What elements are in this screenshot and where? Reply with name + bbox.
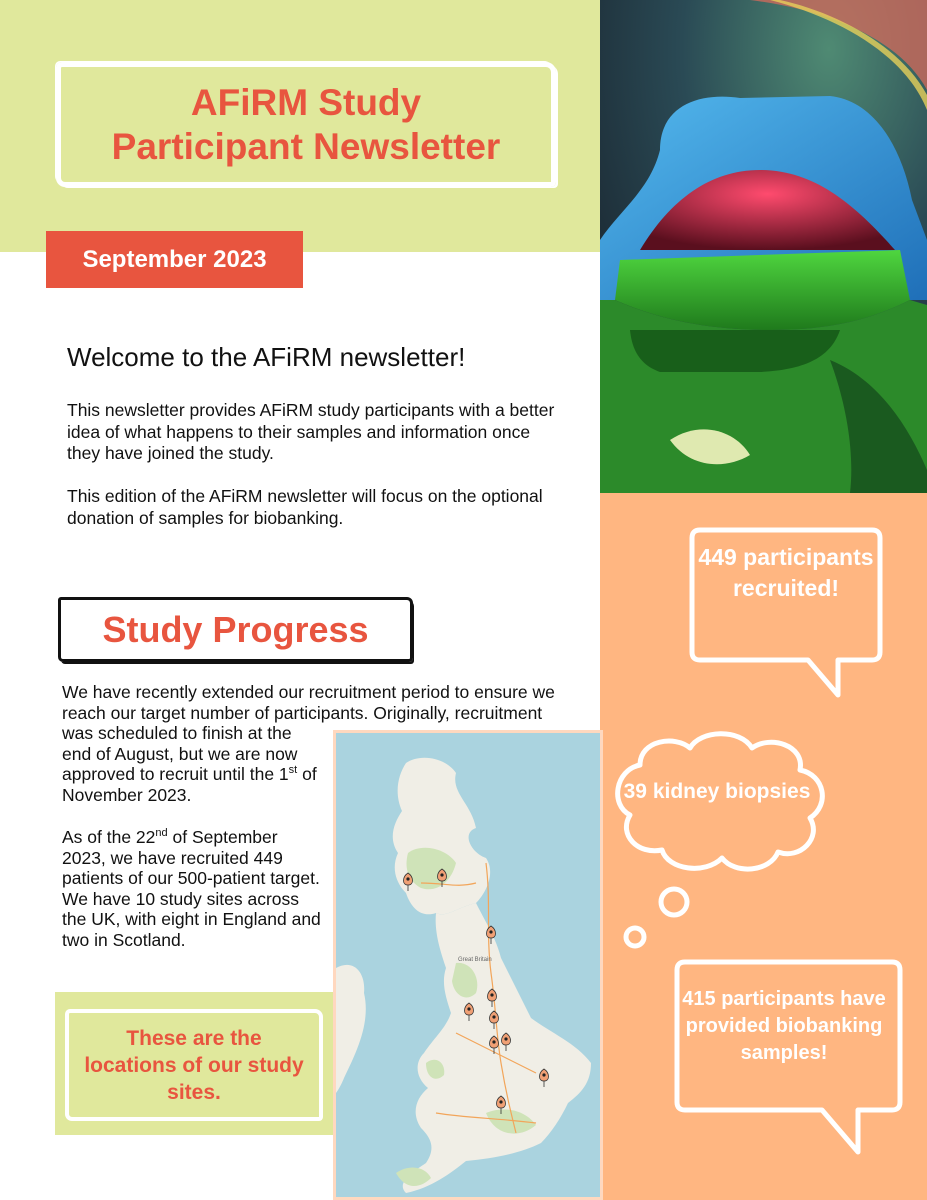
newsletter-title-line1: AFiRM Study bbox=[190, 81, 422, 123]
photo-illustration bbox=[600, 0, 927, 493]
issue-date-badge: September 2023 bbox=[46, 231, 303, 288]
sites-note: These are the locations of our study sites. bbox=[65, 1009, 323, 1121]
welcome-heading: Welcome to the AFiRM newsletter! bbox=[67, 342, 466, 372]
header-photo bbox=[600, 0, 927, 493]
recruited-stat: 449 participants recruited! bbox=[698, 544, 874, 601]
welcome-paragraph: This newsletter provides AFiRM study participants with a better idea of what happens to their samples and information once they have joined the study. bbox=[67, 400, 555, 463]
focus-paragraph: This edition of the AFiRM newsletter will focus on the optional donation of samples for biobanking. bbox=[67, 486, 543, 528]
recruitment-extension-text: was scheduled to finish at the end of August, but we are now approved to recruit until the 1st of November 2023. bbox=[62, 723, 317, 805]
newsletter-title-frame bbox=[56, 62, 556, 187]
progress-intro-text: We have recently extended our recruitment period to ensure we reach our target number of participants. Originally, recruitment bbox=[62, 682, 555, 723]
study-progress-heading: Study Progress bbox=[58, 597, 413, 662]
map-region-label: Great Britain bbox=[458, 957, 492, 963]
recruitment-status-text: As of the 22nd of September 2023, we have recruited 449 patients of our 500-patient target. We have 10 study sites across the UK, with eight in England and two in Scotland. bbox=[62, 827, 321, 950]
biobanking-stat: 415 participants have provided biobanking samples! bbox=[682, 988, 886, 1064]
uk-map-illustration bbox=[336, 733, 600, 1197]
study-sites-map bbox=[333, 730, 603, 1200]
newsletter-title-line2: Participant Newsletter bbox=[111, 125, 501, 167]
biopsies-stat: 39 kidney biopsies bbox=[623, 780, 811, 803]
